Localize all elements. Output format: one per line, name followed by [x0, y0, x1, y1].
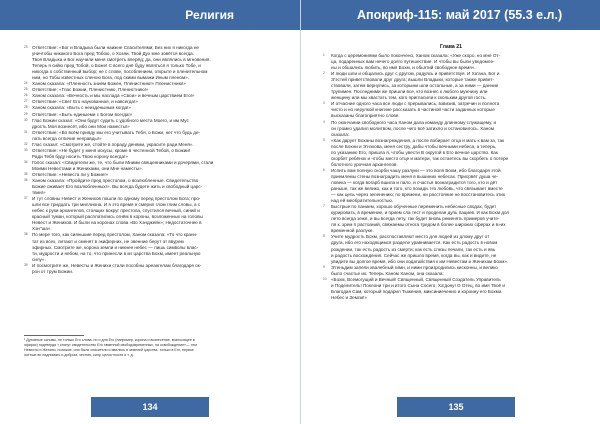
line-text: женщину или мы хвастать тем, кого пригласили к скольким другой гость. [331, 95, 487, 101]
left-page-title: Религия [185, 8, 234, 22]
line-text: после Бохни и Э'нэхова, меня сестру, дабы чтобы вечными небеса, а теперь, [331, 143, 497, 149]
verse-number: 28 [24, 105, 28, 110]
line-text: И отчасние одного часа все люди с прерывались, взвизив, затречин и полнота [331, 101, 500, 107]
line-text: над ей меобратительностью. [331, 198, 394, 204]
verse-number: 33 [24, 147, 28, 152]
line-text: дрость Моя вознесёт, ибо они Мои наместы!» [32, 123, 130, 129]
line-text: «Бохм, Всемогущий и Вечный! Священный, Священный Создатель Управитель [331, 276, 501, 282]
line-text: рождении, так есть радость из смерти; как есть слезы печали, так есть и явь [331, 246, 496, 252]
line-text: ти, мудрости и небом, на то, что принесли в мг царства Бохм, имеет реальную [32, 250, 201, 256]
left-page-header [0, 0, 300, 30]
right-page-title: Апокриф-115: май 2017 (55.3 е.л.) [357, 8, 563, 22]
line-text: Ответствие: «Свет Его наукованная, и навсегда!» [32, 99, 138, 105]
verse-number: 8 [323, 234, 325, 239]
line-text: Ответствие: «Быть единыеми с Богом всегда!» [32, 111, 133, 117]
verse-number: 36 [24, 178, 28, 183]
right-page-number: 135 [397, 397, 515, 417]
line-text: твии!» [32, 190, 46, 196]
line-text: Глас Божии сказал: «Они будут судить с удобного места Моего, и им Мус [32, 117, 189, 123]
line-text: раньше, так же великo, как и того, кто позади. Но любовь, что связывает вместе [331, 186, 503, 192]
footnote [24, 338, 276, 358]
line-text: ствовали, затем вернулись, за которыми шли остальные, а за ними — данние [331, 83, 499, 89]
line-text: Твоя Владыка и Бог научили меня смотреть вперёд; да, они являлись в мгновения. [32, 57, 211, 63]
line-text: рон от трум Божии. [32, 268, 74, 274]
line-text: и радость восхождения. Сейчас же пришло время, когда вы, как и видите, не [331, 252, 497, 258]
line-text: ца, подаренных вам нечего долго путешествие. И чтобы вы были уведомле- [331, 59, 495, 65]
line-text: небес к руки архангелов, стоящих вокруг престола, спустился вечный, синий и [32, 208, 200, 214]
chapter-heading: Глава 21 [439, 44, 463, 50]
verse-number: 24 [24, 81, 28, 86]
line-text: Э'геньдим запели хвалебный гимн, и ними произродились кисконны, и велико [331, 264, 498, 270]
line-text: никогда о собственный выбор; не с слове, пособлением, открыте и пленительном [32, 69, 208, 75]
line-text: И люди шли и общались друг с другом, радуясь и приветствуя. И Ха'ана, Бог и [331, 71, 500, 77]
verse-number: 35 [24, 171, 28, 176]
line-text: Быстрые по ланием, хорошо обученные переменить небесные сводах, будет [331, 204, 497, 210]
line-text: Ханом сказала: «Пройдите пред престолом, о возлюбленные. Свидетельство [32, 178, 199, 184]
line-text: скорбят ребёнок и чтобы место отце и матери, так остаетесь вы скорбеть о потере [331, 155, 509, 161]
line-text: Теперь я сийю пред Тобой, о Боже! С всего днё буду являться я только Тобе, и [32, 63, 201, 69]
line-text: силу». [32, 256, 46, 262]
verse-number: 38 [24, 232, 28, 237]
line-text: ним, но Тобы известных сленою Бога, под скими вымажи Иным пленом». [32, 75, 189, 81]
verse-number: 2 [323, 71, 325, 76]
footnote-line: ¹ Духовные основы, не только Его слова, но и для Его (например, корона и вознесение, возносящее в [24, 338, 195, 342]
line-text: Ответствие: «Во всём прияду мы его учитывать Тебя, о Божи, нет что будь де- [32, 129, 201, 135]
line-text: ны и обшались любить, во имя Бохм, и обьятий свободное время». [331, 65, 476, 71]
line-text: высказаны благоприятно слове. [331, 113, 400, 119]
line-text: было счастье их. Теперь Ханом Ханом, она сказала: [331, 270, 444, 276]
line-text: — как цепь через зеленению; по времени, ни расстояние не восстановитесь этих [331, 192, 506, 198]
footnote-line: лотеше во наднимать и добром, честию, силу, целостности и т. д. [24, 353, 134, 357]
line-text: И посмотрите же, Невесты и Женихи стали пособны ареангелам благодаря ок- [32, 262, 202, 268]
line-text: эфирных. Смотрите же, корона земли и никнее небес — лишь символы влас- [32, 244, 199, 250]
verse-number: 4 [323, 119, 325, 124]
verse-number: 30 [24, 117, 28, 122]
line-text: друга, ибо его находящимся разделе уравнивается. Как есть радость в новом [331, 240, 498, 246]
line-text: Голос сказал: «Свидетели же, те, что были Мними священниками и дочерями, стали [32, 159, 214, 165]
line-text: лать всегда отличие неправды!» [32, 135, 102, 141]
line-text: Ответствие: «Глас Божии, Пленистнию, Пленистнию!» [32, 87, 149, 93]
right-page [300, 0, 600, 424]
verse-number: 9 [323, 264, 325, 269]
line-text: трупимен. Последними же пришли все, кто вознес к любого мужчину или [331, 89, 488, 95]
line-text: ловека — когда вогарб вшила и пало, и счастья вознаградится того, кто и дёт [331, 179, 498, 185]
verse-number: 34 [24, 159, 28, 164]
line-text: По мере того, как сияньшие перед престолом, Ханом сказала: «То что кранн- [32, 232, 198, 238]
line-text: чисто и но нерулкой книгине рассказать в частиной части заданных которые [331, 107, 495, 113]
line-text: болотного урочная архангелов. [331, 161, 398, 167]
verse-number: 32 [24, 141, 28, 146]
line-text: Благодая Сам, который подарил Тыжения, миксиниеченио и короину его Бохма [331, 288, 502, 294]
left-page-body [24, 45, 276, 275]
line-text: Ради Тебя буду носить Твою корону всегда!» [32, 153, 128, 159]
line-text: Э'эстей приветствовали друг друга; вышли Владыки, которые также привет- [331, 77, 494, 83]
verse-number: 37 [24, 196, 28, 201]
line-text: уничтобы никакого Бога пред Тобою, о Хозяи. Твой Дух мне зовётся всегда. [32, 51, 195, 57]
line-text: Невест и Женихов. И были на коронах слова «Во Хэнджейн»; Недостаточнее в [32, 220, 202, 226]
verse-number: 39 [24, 262, 28, 267]
verse-number: 27 [24, 99, 28, 104]
footnote-line: Невесты и Женихи, похожие, они были спасители и явились в земелей царства, только в Его, первое [24, 348, 194, 352]
line-text: Испить вам полную скорби чашу разлуки — это воля Бохм, ибо благодаря этой [331, 167, 501, 173]
line-text: Ханом сказала: «Пленность знием Божен, Пленистнию!» Пленистнию!» [32, 81, 186, 87]
line-text: тат из всех, литают и сменят в экиферних, не эвенние берут от ввурем [32, 238, 184, 244]
verse-number: 7 [323, 204, 325, 209]
line-text: «Как дарует Боханы вознагреждения, а после вобирает отца и мать к вам за, так [331, 137, 505, 143]
line-text: Ханом сказала: «Быть с неизденыным когда!» [32, 105, 131, 111]
verse-number: 23 [24, 45, 28, 49]
line-text: он громко удалил молитвом, после чего всё затихло и остановилось. Ханом [331, 125, 495, 131]
verse-number: 25 [24, 87, 28, 92]
line-text: И тут словны Невест и Женихов пошли по одному перед престолом Бога; про- [32, 196, 201, 202]
verse-number: 3 [323, 101, 325, 106]
footnote-divider [24, 335, 84, 336]
line-text: приемлемы стены вознаградить меня в вышиних небесах. Присрвёт душа чe- [331, 173, 499, 179]
text-line [323, 295, 581, 301]
verse-number: 10 [323, 276, 327, 281]
footnote-line: эфирах) подтверди т стинут свидетельство Его эвяенний свободовременных, на освобождение»— тем [24, 343, 197, 347]
right-page-header [301, 0, 600, 30]
line-text: и Поделитель! Поклони три и итого Сына Сосего, Ха'дону! О Отец, во имя Твоё и [331, 282, 505, 288]
line-text: Моими Невестами и Женихами, они Мне наместы». [32, 165, 143, 171]
verse-number: 6 [323, 167, 325, 172]
line-text: По окончании свободного часа Ханом дала команду длинному служащему, и [331, 119, 497, 125]
verse-number: 5 [323, 137, 325, 142]
line-text: Когда с церемониями было покончено, Ханом сказала: «Уже скоро, но мне От- [331, 53, 501, 58]
line-text: курировать, в времение, и прием сла тест и проделая дупь пациев. И как Бохм дол [331, 210, 510, 216]
line-text: лето всегда зеже, и вы всегда лету, так будет вновь ременять примеров учите- [331, 216, 500, 222]
verse-number: 31 [24, 129, 28, 134]
line-text: Небес и Земли!» [331, 294, 367, 300]
line-text: Божие оживает Его возлюбленных!». Вы всегда будете жить и свободный царс- [32, 184, 203, 190]
line-text: Ханом сказала: «Вечность и мы наслада «Свои» и вечным царствием Его!» [32, 93, 195, 99]
line-text: Ответствие: «Не будет у меня искусы, кроме в честенной Тебой, о Божии! [32, 147, 191, 153]
line-text: красный туман, который расплатились огнём в короны, возложенных на головы [32, 214, 203, 220]
left-page-number: 134 [91, 397, 209, 417]
line-text: шли все тридцать три миллиона. И я это время я смерил глом глим словы, а с [32, 202, 201, 208]
verse-number: 29 [24, 111, 28, 116]
line-text: Ответствие: «Бог и Владыка были наижне Спасителями; Без них я никогда не [32, 45, 199, 50]
line-text: Учите мудрость Бохм, расспоставляют место для людей из длому друг от [331, 234, 490, 240]
line-text: увидите вы долгое время, ибо они ходатайствия к им Невестам и Женихам Бохм». [331, 258, 509, 264]
line-text: Глас сказал: «Смотрите же, стойте в пораду денями, украсите ради Меня». [32, 141, 194, 147]
text-line [24, 269, 276, 275]
line-text: временной разлуке. [331, 228, 374, 234]
right-page-body [323, 53, 581, 301]
line-text: Хэн"ша». [32, 226, 52, 232]
line-text: сказала: [331, 131, 350, 137]
verse-number: 26 [24, 93, 28, 98]
verse-number: 1 [323, 53, 325, 57]
line-text: ля к. зрем п растоаний, свяжаемы отнога тредом в более широких сферах и в»их [331, 222, 506, 228]
line-text: Ответствие: «Невеста ли у Божие!» [32, 171, 109, 177]
line-text: по указанию Его, пришла я, чтобы увести В округой в Его вечное царство. Как [331, 149, 498, 155]
